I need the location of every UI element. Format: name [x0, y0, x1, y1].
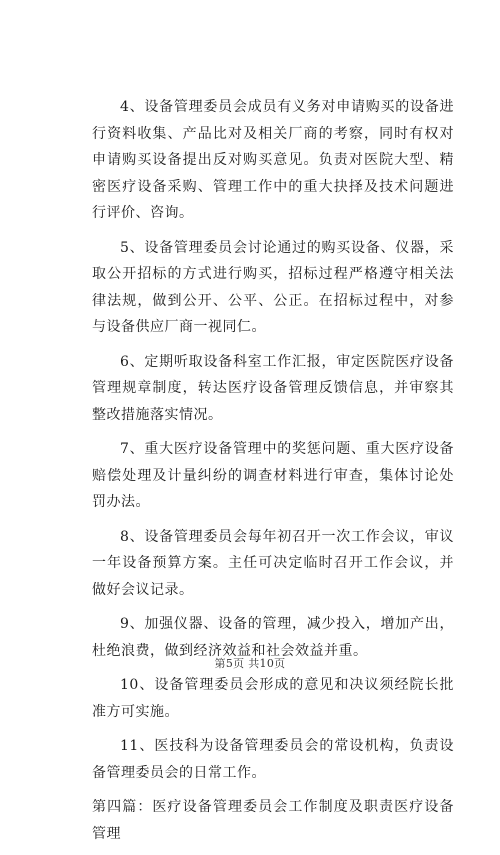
document-body: [92, 94, 454, 855]
paragraph-item-9: 9、加强仪器、设备的管理，减少投入，增加产出，杜绝浪费，做到经济效益和社会效益并重。: [92, 616, 454, 659]
paragraph-item-8: 8、设备管理委员会每年初召开一次工作会议，审议一年设备预算方案。主任可决定临时召开工作会议，并做好会议记录。: [92, 528, 454, 598]
paragraph-item-4: 4、设备管理委员会成员有义务对申请购买的设备进行资料收集、产品比对及相关厂商的考察，同时有权对申请购买设备提出反对购买意见。负责对医院大型、精密医疗设备采购、管理工作中的重大抉择及技术问题进行评价、咨询。: [92, 99, 454, 221]
page-footer: 第5页 共10页: [214, 657, 286, 670]
section-heading: 第四篇：医疗设备管理委员会工作制度及职责医疗设备管理: [92, 799, 454, 842]
paragraph-item-10: 10、设备管理委员会形成的意见和决议须经院长批准方可实施。: [92, 677, 454, 720]
paragraph-item-7: 7、重大医疗设备管理中的奖惩问题、重大医疗设备赔偿处理及计量纠纷的调查材料进行审查，集体讨论处罚办法。: [92, 441, 454, 510]
paragraph-item-11: 11、医技科为设备管理委员会的常设机构，负责设备管理委员会的日常工作。: [92, 738, 454, 781]
paragraph-item-6: 6、定期听取设备科室工作汇报，审定医院医疗设备管理规章制度，转达医疗设备管理反馈信息，并审察其整改措施落实情况。: [92, 353, 454, 423]
paragraph-item-5: 5、设备管理委员会讨论通过的购买设备、仪器，采取公开招标的方式进行购买，招标过程严格遵守相关法律法规，做到公开、公平、公正。在招标过程中，对参与设备供应厂商一视同仁。: [92, 239, 454, 335]
